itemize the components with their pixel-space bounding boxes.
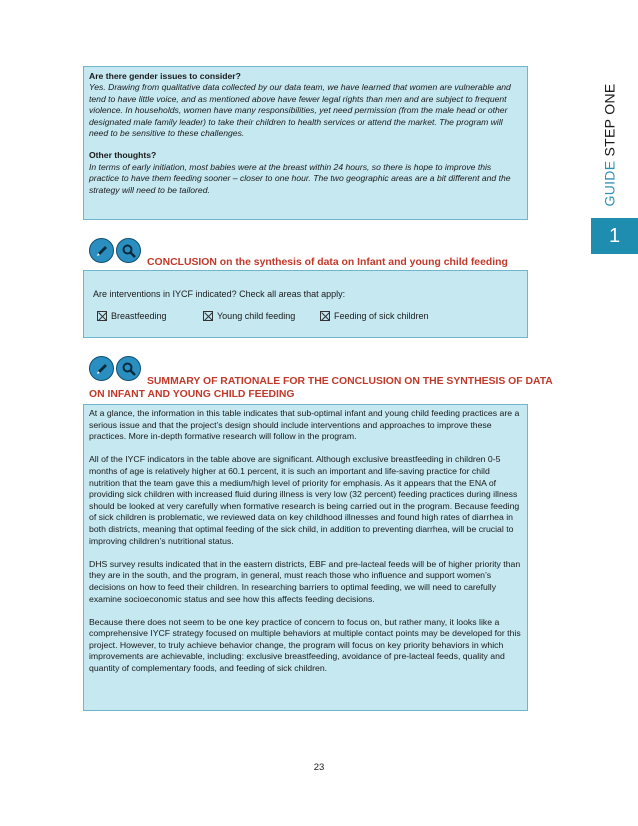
option-label: Feeding of sick children — [334, 311, 429, 321]
pencil-icon — [89, 238, 114, 263]
summary-paragraph: Because there does not seem to be one key practice of concern to focus on, but rather many, it looks like a comprehensive IYCF strategy focused on multiple behaviors at multiple contact points may be developed for this project. However, to truly achieve behavior change, the program will focus on key priority behaviors in which improvements are achievable, including: exclusive breastfeeding, avoidance of pre-lacteal feeds, quality and quantity of complementary foods, and feeding of sick children. — [89, 616, 521, 674]
step-number-badge: 1 — [591, 218, 638, 254]
option-feeding-sick-children[interactable] — [320, 311, 429, 321]
pencil-icon — [89, 356, 114, 381]
considerations-box — [83, 66, 528, 220]
conclusion-question: Are interventions in IYCF indicated? Check all areas that apply: — [93, 289, 346, 299]
checkbox-checked-icon[interactable] — [97, 311, 107, 321]
gender-question: Are there gender issues to consider? — [89, 71, 241, 81]
other-answer: In terms of early initiation, most babies were at the breast within 24 hours, so there is hope to improve this practice to have them feeding sooner – closer to one hour. The two geographic areas are a bit different and the strategy will need to be tailored. — [89, 161, 511, 195]
checkbox-checked-icon[interactable] — [320, 311, 330, 321]
summary-icons — [89, 356, 141, 381]
other-question: Other thoughts? — [89, 150, 157, 161]
checkbox-checked-icon[interactable] — [203, 311, 213, 321]
summary-paragraph: All of the IYCF indicators in the table above are significant. Although exclusive breastfeeding in children 0-5 months of age is relatively higher at 60.1 percent, it is such an important and life-saving practice for child nutrition that the team gave this a medium/high level of priority for emphasis. As it appears that the ENA of providing sick children with increased fluid during illness is very low (32 percent) feeding practices during illness should be looked at very carefully when formative research is being carried out in the program. Because feeding of sick children is problematic, we reviewed data on key childhood illnesses and found high rates of diarrhea in both districts, meaning that optimal feeding of the sick child, in addition to preventing diarrhea, will be crucial to improving children’s nutritional status. — [89, 454, 520, 546]
gender-answer: Yes. Drawing from qualitative data collected by our data team, we have learned that women are vulnerable and tend to have little voice, and as mentioned above have fewer legal rights than men and are subject to frequent violence. In households, women have many responsibilities, yet need permission (from the male head or other designated male family leader) to take their children to health services or attend the market. The program will need to be sensitive to these challenges. — [89, 82, 511, 139]
option-label: Breastfeeding — [111, 311, 167, 321]
summary-box — [83, 404, 528, 711]
conclusion-heading: CONCLUSION on the synthesis of data on Infant and young child feeding — [147, 257, 508, 268]
magnifier-icon — [116, 356, 141, 381]
side-tab-label — [594, 70, 624, 220]
summary-heading-line2: ON INFANT AND YOUNG CHILD FEEDING — [89, 389, 295, 400]
conclusion-options — [93, 311, 518, 321]
summary-heading-line1: SUMMARY OF RATIONALE FOR THE CONCLUSION ON THE SYNTHESIS OF DATA — [147, 376, 553, 387]
summary-paragraph: DHS survey results indicated that in the eastern districts, EBF and pre-lacteal feeds will be of higher priority than they are in the south, and the program, in general, must reach those who influence and support women’s decisions on how to feed their children. In researching barriers to optimal feeding, we will need to carefully examine socioeconomic status and see how this affects feeding decisions. — [89, 558, 521, 604]
option-young-child-feeding[interactable] — [203, 311, 320, 321]
summary-paragraph: At a glance, the information in this table indicates that sub-optimal infant and young child feeding practices are a serious issue and that the project’s design should include interventions and approaches to improve these practices. More in-depth formative research will follow in the program. — [89, 408, 520, 442]
option-label: Young child feeding — [217, 311, 296, 321]
magnifier-icon — [116, 238, 141, 263]
conclusion-icons — [89, 238, 141, 263]
guide-label: GUIDE — [601, 160, 617, 207]
page-number: 23 — [313, 762, 325, 773]
conclusion-box — [83, 270, 528, 338]
option-breastfeeding[interactable] — [97, 311, 203, 321]
step-label: STEP ONE — [601, 83, 617, 157]
